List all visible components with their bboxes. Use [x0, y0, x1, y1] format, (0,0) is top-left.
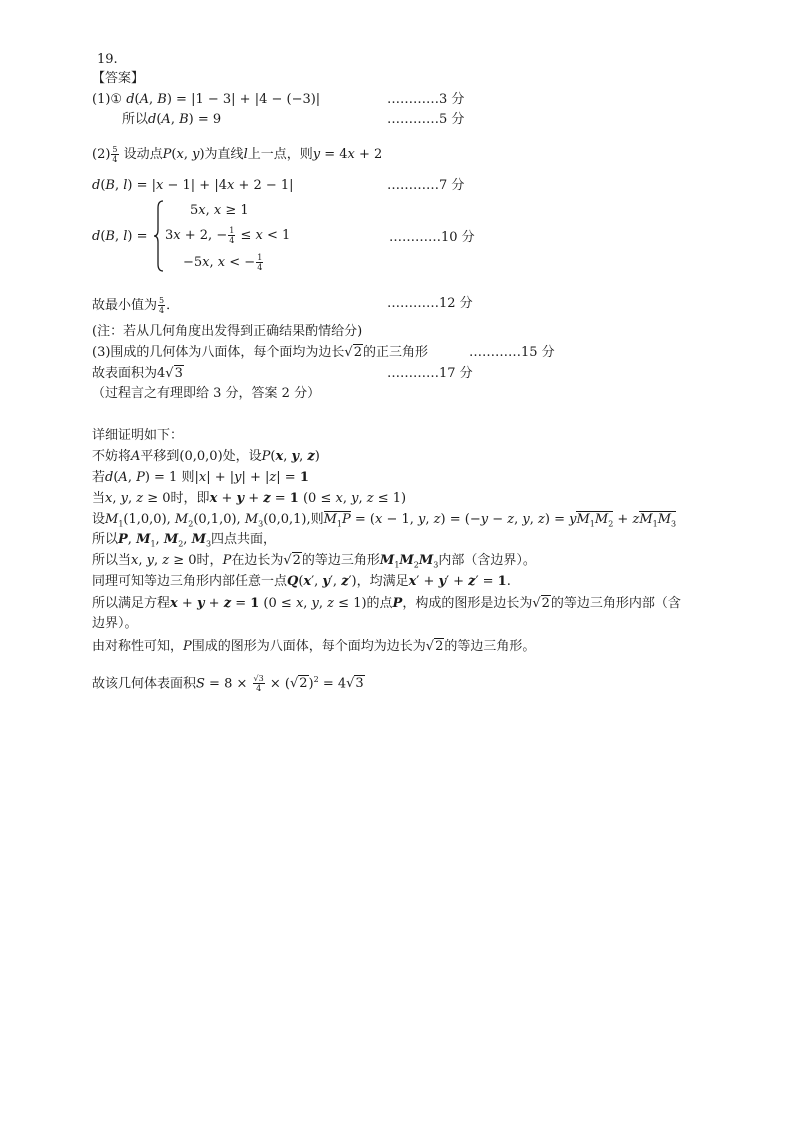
proof-line-5: 所以P, $M_1$, $M_2$, $M_3$四点共面， — [92, 532, 277, 549]
proof-line-8: 所以满足方程x + y + z = 1 (0 ≤ x, y, z ≤ 1)的点P，构成的图形是边长为√2的等边三角形内部（含 — [92, 596, 681, 611]
proof-line-1: 不妨将A平移到(0,0,0)处，设P(x, y, z) — [92, 449, 320, 464]
score-17: …………17 分 — [387, 366, 473, 381]
problem-number: 19. — [97, 52, 118, 67]
score-3: …………3 分 — [387, 92, 465, 107]
proof-line-9: 边界）。 — [92, 616, 138, 631]
proof-line-2: 若d(A, P) = 1 则|x| + |y| + |z| = 1 — [92, 470, 309, 485]
part3-line2: 故表面积为4√3 — [92, 366, 183, 381]
proof-line-3: 当x, y, z ≥ 0时，即x + y + z = 1 (0 ≤ x, y, z ≤ 1) — [92, 491, 407, 506]
left-brace-icon — [154, 200, 164, 272]
piecewise-case-2: 3x + 2, − $\frac{1}{4}$ ≤ x < 1 — [165, 226, 291, 245]
part1-line1: (1)① d(A, B) = |1 − 3| + |4 − (−3)| — [92, 92, 321, 107]
grading-note: (注：若从几何角度出发得到正确结果酌情给分) — [92, 324, 363, 339]
part3-line3: （过程言之有理即给 3 分，答案 2 分） — [92, 386, 321, 401]
proof-line-10: 由对称性可知，P围成的图形为八面体，每个面均为边长为√2的等边三角形。 — [92, 639, 536, 654]
proof-line-6: 所以当x, y, z ≥ 0时，P在边长为√2的等边三角形$M_1M_2M_3$内部（含边界）。 — [92, 553, 536, 570]
part1-line2: 所以d(A, B) = 9 — [122, 112, 222, 127]
proof-line-11: 故该几何体表面积S = 8 × $\frac{√3}{4}$ × $(√2)^2 = 4√3$ — [92, 674, 364, 694]
piecewise-lhs: d(B, l) = — [92, 229, 148, 244]
score-7: …………7 分 — [387, 178, 465, 193]
part2-line1: (2) $\frac{5}{4}$ 设动点P(x, y)为直线l上一点，则y = 4x + 2 — [92, 145, 383, 164]
piecewise-case-1: 5x, x ≥ 1 — [190, 203, 249, 218]
fraction-5-4: $\frac{5}{4}$ — [112, 145, 118, 164]
score-15: …………15 分 — [469, 345, 555, 360]
part2-min-line: 故最小值为 $\frac{5}{4}$ ． — [92, 296, 180, 315]
score-12: …………12 分 — [387, 296, 473, 311]
answer-label: 【答案】 — [92, 71, 145, 86]
proof-line-7: 同理可知等边三角形内部任意一点Q(x′, y′, z′)，均满足x′ + y′ + z′ = 1. — [92, 574, 511, 589]
proof-title: 详细证明如下： — [92, 428, 184, 443]
score-10: …………10 分 — [389, 230, 475, 245]
part2-line2: d(B, l) = |x − 1| + |4x + 2 − 1| — [92, 178, 294, 193]
score-5: …………5 分 — [387, 112, 465, 127]
part3-line1: (3)围成的几何体为八面体，每个面均为边长√2的正三角形 — [92, 345, 429, 360]
piecewise-case-3: −5x, x < − $\frac{1}{4}$ — [183, 253, 263, 272]
proof-line-4: 设$M_1(1,0,0)$, $M_2(0,1,0)$, $M_3(0,0,1)$,则$M_1P = (x - 1$, y, z) = (−y − z, y, $z) = yM_1M_2 + zM_1M_3$ — [92, 512, 677, 529]
